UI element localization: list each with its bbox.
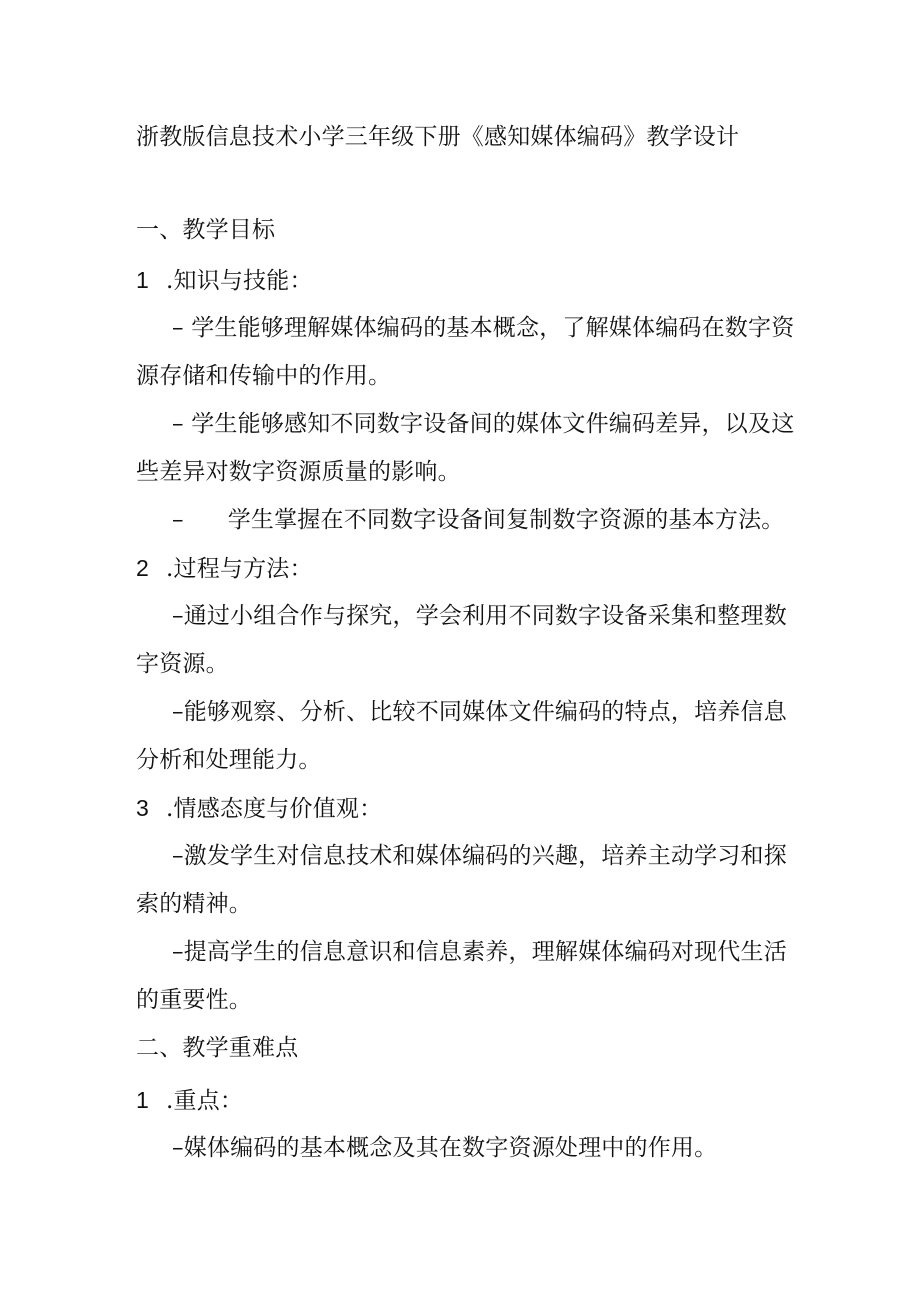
subsection-heading-attitude-values <box>136 793 382 824</box>
subsection-label: .重点： <box>166 1088 244 1114</box>
subsection-heading-knowledge-skills <box>136 265 313 296</box>
paragraph-line: 些差异对数字资源质量的影响。 <box>136 459 461 485</box>
subsection-label: .知识与技能： <box>166 268 313 294</box>
subsection-heading-process-methods <box>136 553 313 584</box>
section-heading-key-difficulties: 二、教学重难点 <box>136 1035 299 1061</box>
subsection-heading-key-points <box>136 1085 243 1116</box>
subsection-label: .过程与方法： <box>166 556 313 582</box>
paragraph-line: –媒体编码的基本概念及其在数字资源处理中的作用。 <box>172 1135 718 1161</box>
paragraph-line <box>172 505 785 535</box>
paragraph-line: 分析和处理能力。 <box>136 747 322 773</box>
subsection-label: .情感态度与价值观： <box>166 796 383 822</box>
paragraph-line: 索的精神。 <box>136 891 252 917</box>
paragraph-line: 源存储和传输中的作用。 <box>136 363 392 389</box>
paragraph-line: – 学生能够理解媒体编码的基本概念，了解媒体编码在数字资 <box>172 315 795 341</box>
paragraph-line: 的重要性。 <box>136 987 252 1013</box>
paragraph-line: 字资源。 <box>136 651 229 677</box>
paragraph-line: – 学生能够感知不同数字设备间的媒体文件编码差异，以及这 <box>172 411 795 437</box>
section-heading-teaching-goals: 一、教学目标 <box>136 217 276 243</box>
list-text: 学生掌握在不同数字设备间复制数字资源的基本方法。 <box>227 507 785 533</box>
paragraph-line: –通过小组合作与探究，学会利用不同数字设备采集和整理数 <box>172 603 787 629</box>
subsection-number: 3 <box>136 795 149 821</box>
paragraph-line: –激发学生对信息技术和媒体编码的兴趣，培养主动学习和探 <box>172 843 787 869</box>
paragraph-line: –提高学生的信息意识和信息素养，理解媒体编码对现代生活 <box>172 939 787 965</box>
list-dash: – <box>172 507 184 533</box>
subsection-number: 1 <box>136 1087 149 1113</box>
subsection-number: 2 <box>136 555 149 581</box>
paragraph-line: –能够观察、分析、比较不同媒体文件编码的特点，培养信息 <box>172 699 787 725</box>
document-title: 浙教版信息技术小学三年级下册《感知媒体编码》教学设计 <box>136 124 740 150</box>
subsection-number: 1 <box>136 267 149 293</box>
